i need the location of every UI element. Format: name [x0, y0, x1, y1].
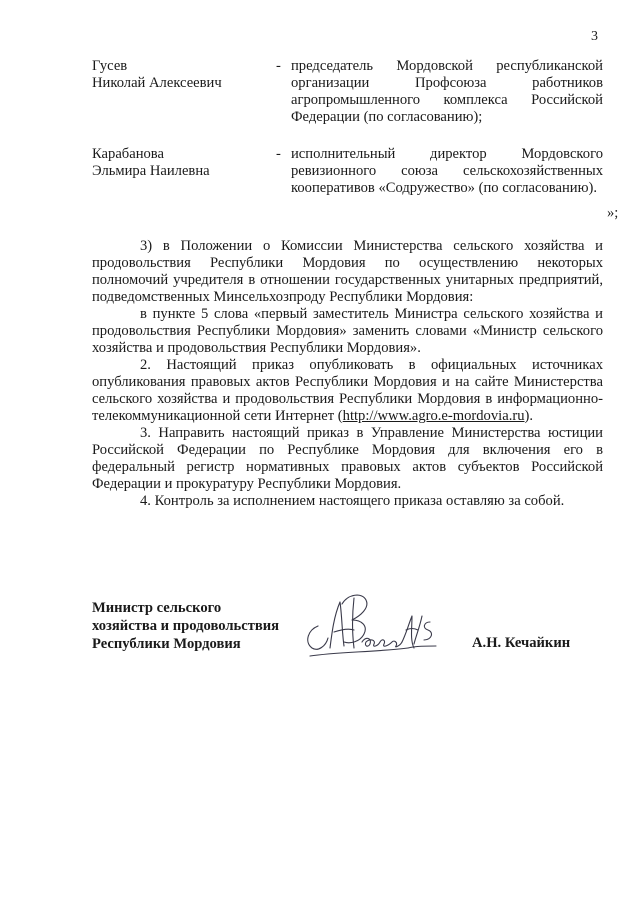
signature-scribble: [296, 586, 446, 664]
paragraph-2-end: ).: [524, 408, 534, 424]
member-name: [92, 58, 277, 92]
order-body: [92, 238, 603, 510]
signatory-title: [92, 599, 302, 653]
signatory-title-line: хозяйства и продовольствия: [92, 618, 280, 634]
member-surname: Карабанова: [92, 146, 164, 162]
member-dash: -: [276, 58, 281, 74]
paragraph-3: 3) в Положении о Комиссии Министерства сельского хозяйства и продовольствия Республики Мордовия по осуществлению некоторых полномочий учредителя в отношении государственных унитарных предприятий, подведомственных Минсельхозпроду Республики Мордовия:: [92, 238, 603, 305]
member-name: [92, 146, 277, 180]
member-surname: Гусев: [92, 58, 128, 74]
member-role: председатель Мордовской республиканской организации Профсоюза работников агропромышленного комплекса Российской Федерации (по согласованию);: [291, 58, 603, 125]
signatory-name: А.Н. Кечайкин: [472, 635, 571, 651]
member-given-names: Эльмира Наилевна: [92, 163, 210, 179]
paragraph-3-subitem: в пункте 5 слова «первый заместитель Министра сельского хозяйства и продовольствия Республики Мордовия» заменить словами «Министр сельского хозяйства и продовольствия Республики Мордовия».: [92, 306, 603, 356]
member-role: исполнительный директор Мордовского ревизионного союза сельскохозяйственных кооперативов «Содружество» (по согласованию).: [291, 146, 603, 196]
paragraph-4: 4. Контроль за исполнением настоящего приказа оставляю за собой.: [140, 493, 565, 509]
paragraph-2: [92, 357, 603, 425]
paragraph-3-directive: 3. Направить настоящий приказ в Управление Министерства юстиции Российской Федерации по Республике Мордовия для включения его в федеральный регистр нормативных правовых актов субъектов Российской Федерации и прокуратуру Республики Мордовия.: [92, 425, 603, 492]
page-number: 3: [591, 29, 598, 44]
website-link[interactable]: http://www.agro.e-mordovia.ru: [342, 408, 525, 424]
signatory-title-line: Республики Мордовия: [92, 636, 241, 652]
paragraph-2-text: 2. Настоящий приказ опубликовать в официальных источниках опубликования правовых актов Республики Мордовия и на сайте Министерства сельского хозяйства и продовольствия Республики Мордовия в информационно-телекоммуникационной сети Интернет (: [92, 357, 603, 424]
member-dash: -: [276, 146, 281, 162]
signatory-title-line: Министр сельского: [92, 600, 222, 616]
closing-quote: »;: [607, 205, 619, 221]
handwritten-signature: [296, 586, 446, 664]
member-given-names: Николай Алексеевич: [92, 75, 222, 91]
